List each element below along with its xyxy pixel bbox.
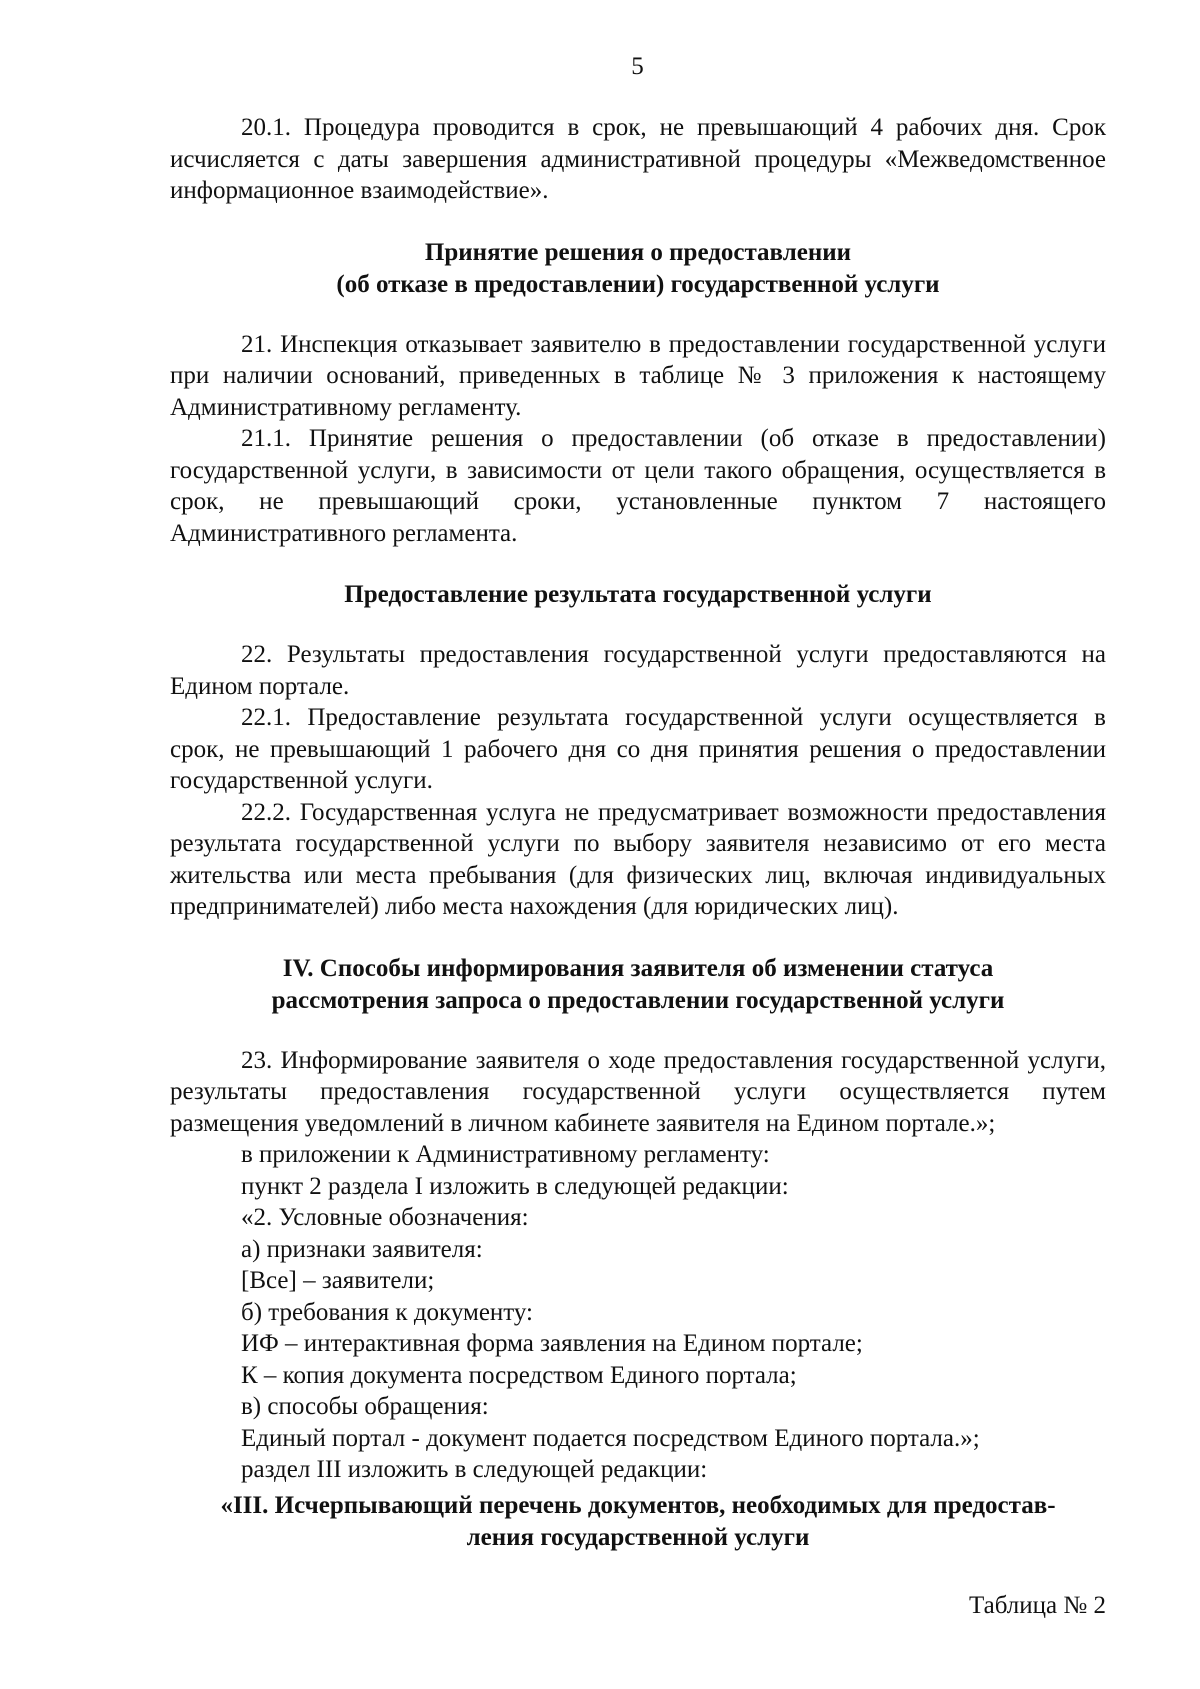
text-line: в) способы обращения:: [241, 1393, 489, 1420]
heading-result-line: Предоставление результата государственной услуги: [344, 581, 932, 608]
text-line: «2. Условные обозначения:: [241, 1204, 529, 1231]
heading-section-3: [170, 1490, 1106, 1554]
text-line: а) признаки заявителя:: [241, 1235, 483, 1263]
text-line: раздел III изложить в следующей редакции:: [241, 1456, 708, 1483]
heading-section-4-line-2: рассмотрения запроса о предоставлении государственной услуги: [271, 986, 1005, 1014]
paragraph-23: 23. Информирование заявителя о ходе предоставления государственной услуги, результаты предоставления государственной услуги осуществляется путем размещения уведомлений в личном кабинете заявителя на Едином портале.»;: [170, 1046, 1106, 1137]
heading-section-3-line-2: ления государственной услуги: [466, 1523, 810, 1551]
heading-decision-line-2: (об отказе в предоставлении) государственной услуги: [336, 270, 940, 298]
heading-section-3-line-1: «III. Исчерпывающий перечень документов, необходимых для предостав-: [220, 1491, 1056, 1519]
paragraph-21-1: 21.1. Принятие решения о предоставлении (об отказе в предоставлении) государственной услуги, в зависимости от цели такого обращения, осуществляется в срок, не превышающий сроки, установленные пунктом 7 настоящего Административного регламента.: [170, 425, 1106, 547]
paragraph-21: 21. Инспекция отказывает заявителю в предоставлении государственной услуги при наличии оснований, приведенных в таблице № 3 приложения к настоящему Административному регламенту.: [170, 330, 1106, 421]
paragraph-22-2: 22.2. Государственная услуга не предусматривает возможности предоставления результата государственной услуги по выбору заявителя независимо от его места жительства или места пребывания (для физических лиц, включая индивидуальных предпринимателей) либо места нахождения (для юридических лиц).: [170, 798, 1106, 920]
paragraph-22: 22. Результаты предоставления государственной услуги предоставляются на Едином портале.: [170, 641, 1106, 700]
text-line: в приложении к Административному регламенту:: [241, 1141, 770, 1168]
text-line: К – копия документа посредством Единого портала;: [241, 1361, 797, 1389]
heading-section-4-line-1: IV. Способы информирования заявителя об изменении статуса: [282, 954, 994, 982]
text-line: [Все] – заявители;: [241, 1267, 435, 1294]
paragraph-20-1: 20.1. Процедура проводится в срок, не превышающий 4 рабочих дня. Срок исчисляется с даты завершения административной процедуры «Межведомственное информационное взаимодействие».: [170, 114, 1106, 204]
heading-section-4: [170, 953, 1106, 1017]
page-number: 5: [631, 53, 644, 80]
paragraph-22-1: 22.1. Предоставление результата государственной услуги осуществляется в срок, не превышающий 1 рабочего дня со дня принятия решения о предоставлении государственной услуги.: [170, 704, 1106, 794]
text-line: пункт 2 раздела I изложить в следующей редакции:: [241, 1172, 789, 1200]
text-line: Единый портал - документ подается посредством Единого портала.»;: [241, 1424, 980, 1452]
heading-decision-line-1: Принятие решения о предоставлении: [424, 238, 852, 266]
text-line: б) требования к документу:: [241, 1298, 534, 1326]
text-line: ИФ – интерактивная форма заявления на Едином портале;: [241, 1330, 863, 1357]
heading-decision: [170, 237, 1106, 301]
heading-result: [170, 579, 1106, 611]
table-label: Таблица № 2: [968, 1591, 1106, 1619]
document-body: [170, 112, 1106, 1621]
